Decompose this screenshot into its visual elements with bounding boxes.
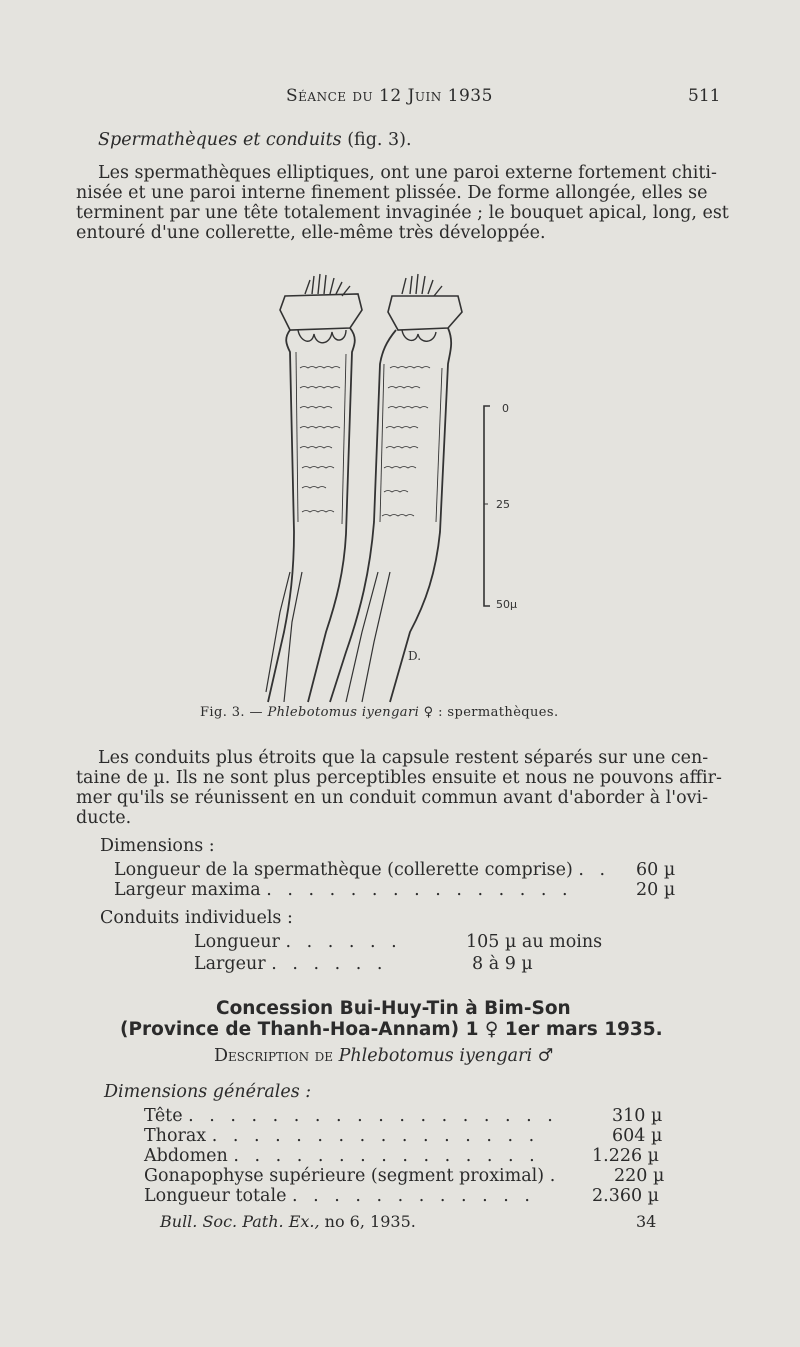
dimension-value: 60 µ: [636, 860, 676, 880]
general-row: [144, 1126, 539, 1146]
general-row: [144, 1186, 535, 1206]
general-value: 220 µ: [614, 1166, 665, 1186]
locality-title-line1: Concession Bui-Huy-Tin à Bim-Son: [216, 998, 571, 1019]
illustrator-signature: D.: [408, 649, 422, 663]
caption-suffix: : spermathèques.: [433, 705, 559, 720]
conduit-value: 8 à 9 µ: [472, 954, 533, 974]
general-row: [144, 1146, 540, 1166]
description-prefix: Description de: [214, 1046, 339, 1066]
general-leader: . . . . . . . . . . . . . . .: [233, 1146, 540, 1166]
right-spermatheca-drawing: [330, 274, 462, 702]
conduits-label: Conduits individuels :: [100, 908, 293, 928]
caption-prefix: Fig. 3. —: [200, 705, 268, 720]
general-value: 1.226 µ: [592, 1146, 660, 1166]
conduit-row: [194, 932, 402, 952]
paragraph-line: Les spermathèques elliptiques, ont une paroi externe fortement chiti-: [98, 163, 717, 183]
general-leader: . . . . . . . . . . . . . . . .: [211, 1126, 540, 1146]
paragraph-line: ducte.: [76, 808, 132, 828]
conduit-label: Largeur: [194, 954, 266, 974]
left-spermatheca-drawing: [266, 274, 362, 702]
general-label: Abdomen: [144, 1146, 228, 1166]
journal-footer: [160, 1212, 416, 1231]
dimension-label: Longueur de la spermathèque (collerette comprise): [114, 860, 573, 880]
male-symbol: ♂: [537, 1046, 554, 1066]
paragraph-line: entouré d'une collerette, elle-même très développée.: [76, 223, 546, 243]
general-label: Tête: [144, 1106, 183, 1126]
general-leader: .: [549, 1166, 561, 1186]
section-heading-spermatheques: [98, 130, 412, 150]
spermatheca-figure: [250, 272, 560, 712]
general-row: [144, 1166, 560, 1186]
dimension-row: [114, 880, 573, 900]
dimension-row: [114, 860, 610, 880]
general-label: Longueur totale: [144, 1186, 287, 1206]
general-value: 2.360 µ: [592, 1186, 660, 1206]
conduit-value: 105 µ au moins: [466, 932, 603, 952]
page-number: 511: [688, 86, 721, 106]
dimensions-label: Dimensions :: [100, 836, 215, 856]
general-value: 310 µ: [612, 1106, 663, 1126]
scale-label-50: 50µ: [496, 598, 517, 611]
paragraph-line: taine de µ. Ils ne sont plus perceptibles ensuite et nous ne pouvons affir-: [76, 768, 722, 788]
section-heading-text: Spermathèques et conduits: [98, 130, 342, 150]
conduit-label: Longueur: [194, 932, 280, 952]
running-title: Séance du 12 Juin 1935: [286, 86, 493, 106]
dimension-label: Largeur maxima: [114, 880, 261, 900]
scale-label-25: 25: [496, 498, 510, 511]
section-heading-ref: (fig. 3).: [347, 130, 412, 150]
signature-number: 34: [636, 1212, 657, 1231]
dimension-leader: . . . . . . . . . . . . . . .: [266, 880, 573, 900]
conduit-leader: . . . . . .: [271, 954, 388, 974]
journal-name: Bull. Soc. Path. Ex.,: [160, 1212, 320, 1231]
dimension-leader: . .: [578, 860, 611, 880]
locality-title-line2: (Province de Thanh-Hoa-Annam) 1 ♀ 1er mars 1935.: [120, 1019, 663, 1040]
general-leader: . . . . . . . . . . . .: [292, 1186, 535, 1206]
general-dimensions-label: Dimensions générales :: [104, 1082, 312, 1102]
general-leader: . . . . . . . . . . . . . . . . . .: [188, 1106, 558, 1126]
description-species: Phlebotomus iyengari: [338, 1046, 533, 1066]
general-label: Gonapophyse supérieure (segment proximal): [144, 1166, 545, 1186]
dimension-value: 20 µ: [636, 880, 676, 900]
caption-species: Phlebotomus iyengari: [267, 705, 420, 720]
conduit-leader: . . . . . .: [285, 932, 402, 952]
paragraph-line: Les conduits plus étroits que la capsule restent séparés sur une cen-: [98, 748, 709, 768]
scale-label-0: 0: [502, 402, 509, 415]
journal-issue: no 6, 1935.: [324, 1212, 416, 1231]
general-label: Thorax: [144, 1126, 207, 1146]
paragraph-line: mer qu'ils se réunissent en un conduit commun avant d'aborder à l'ovi-: [76, 788, 709, 808]
figure-caption: [200, 705, 558, 720]
general-value: 604 µ: [612, 1126, 663, 1146]
description-heading: [214, 1046, 553, 1066]
paragraph-line: nisée et une paroi interne finement plissée. De forme allongée, elles se: [76, 183, 708, 203]
conduit-row: [194, 954, 387, 974]
general-row: [144, 1106, 558, 1126]
scale-bar: [484, 406, 490, 606]
female-symbol: ♀: [423, 705, 434, 720]
paragraph-line: terminent par une tête totalement invaginée ; le bouquet apical, long, est: [76, 203, 729, 223]
running-header: [0, 86, 800, 110]
